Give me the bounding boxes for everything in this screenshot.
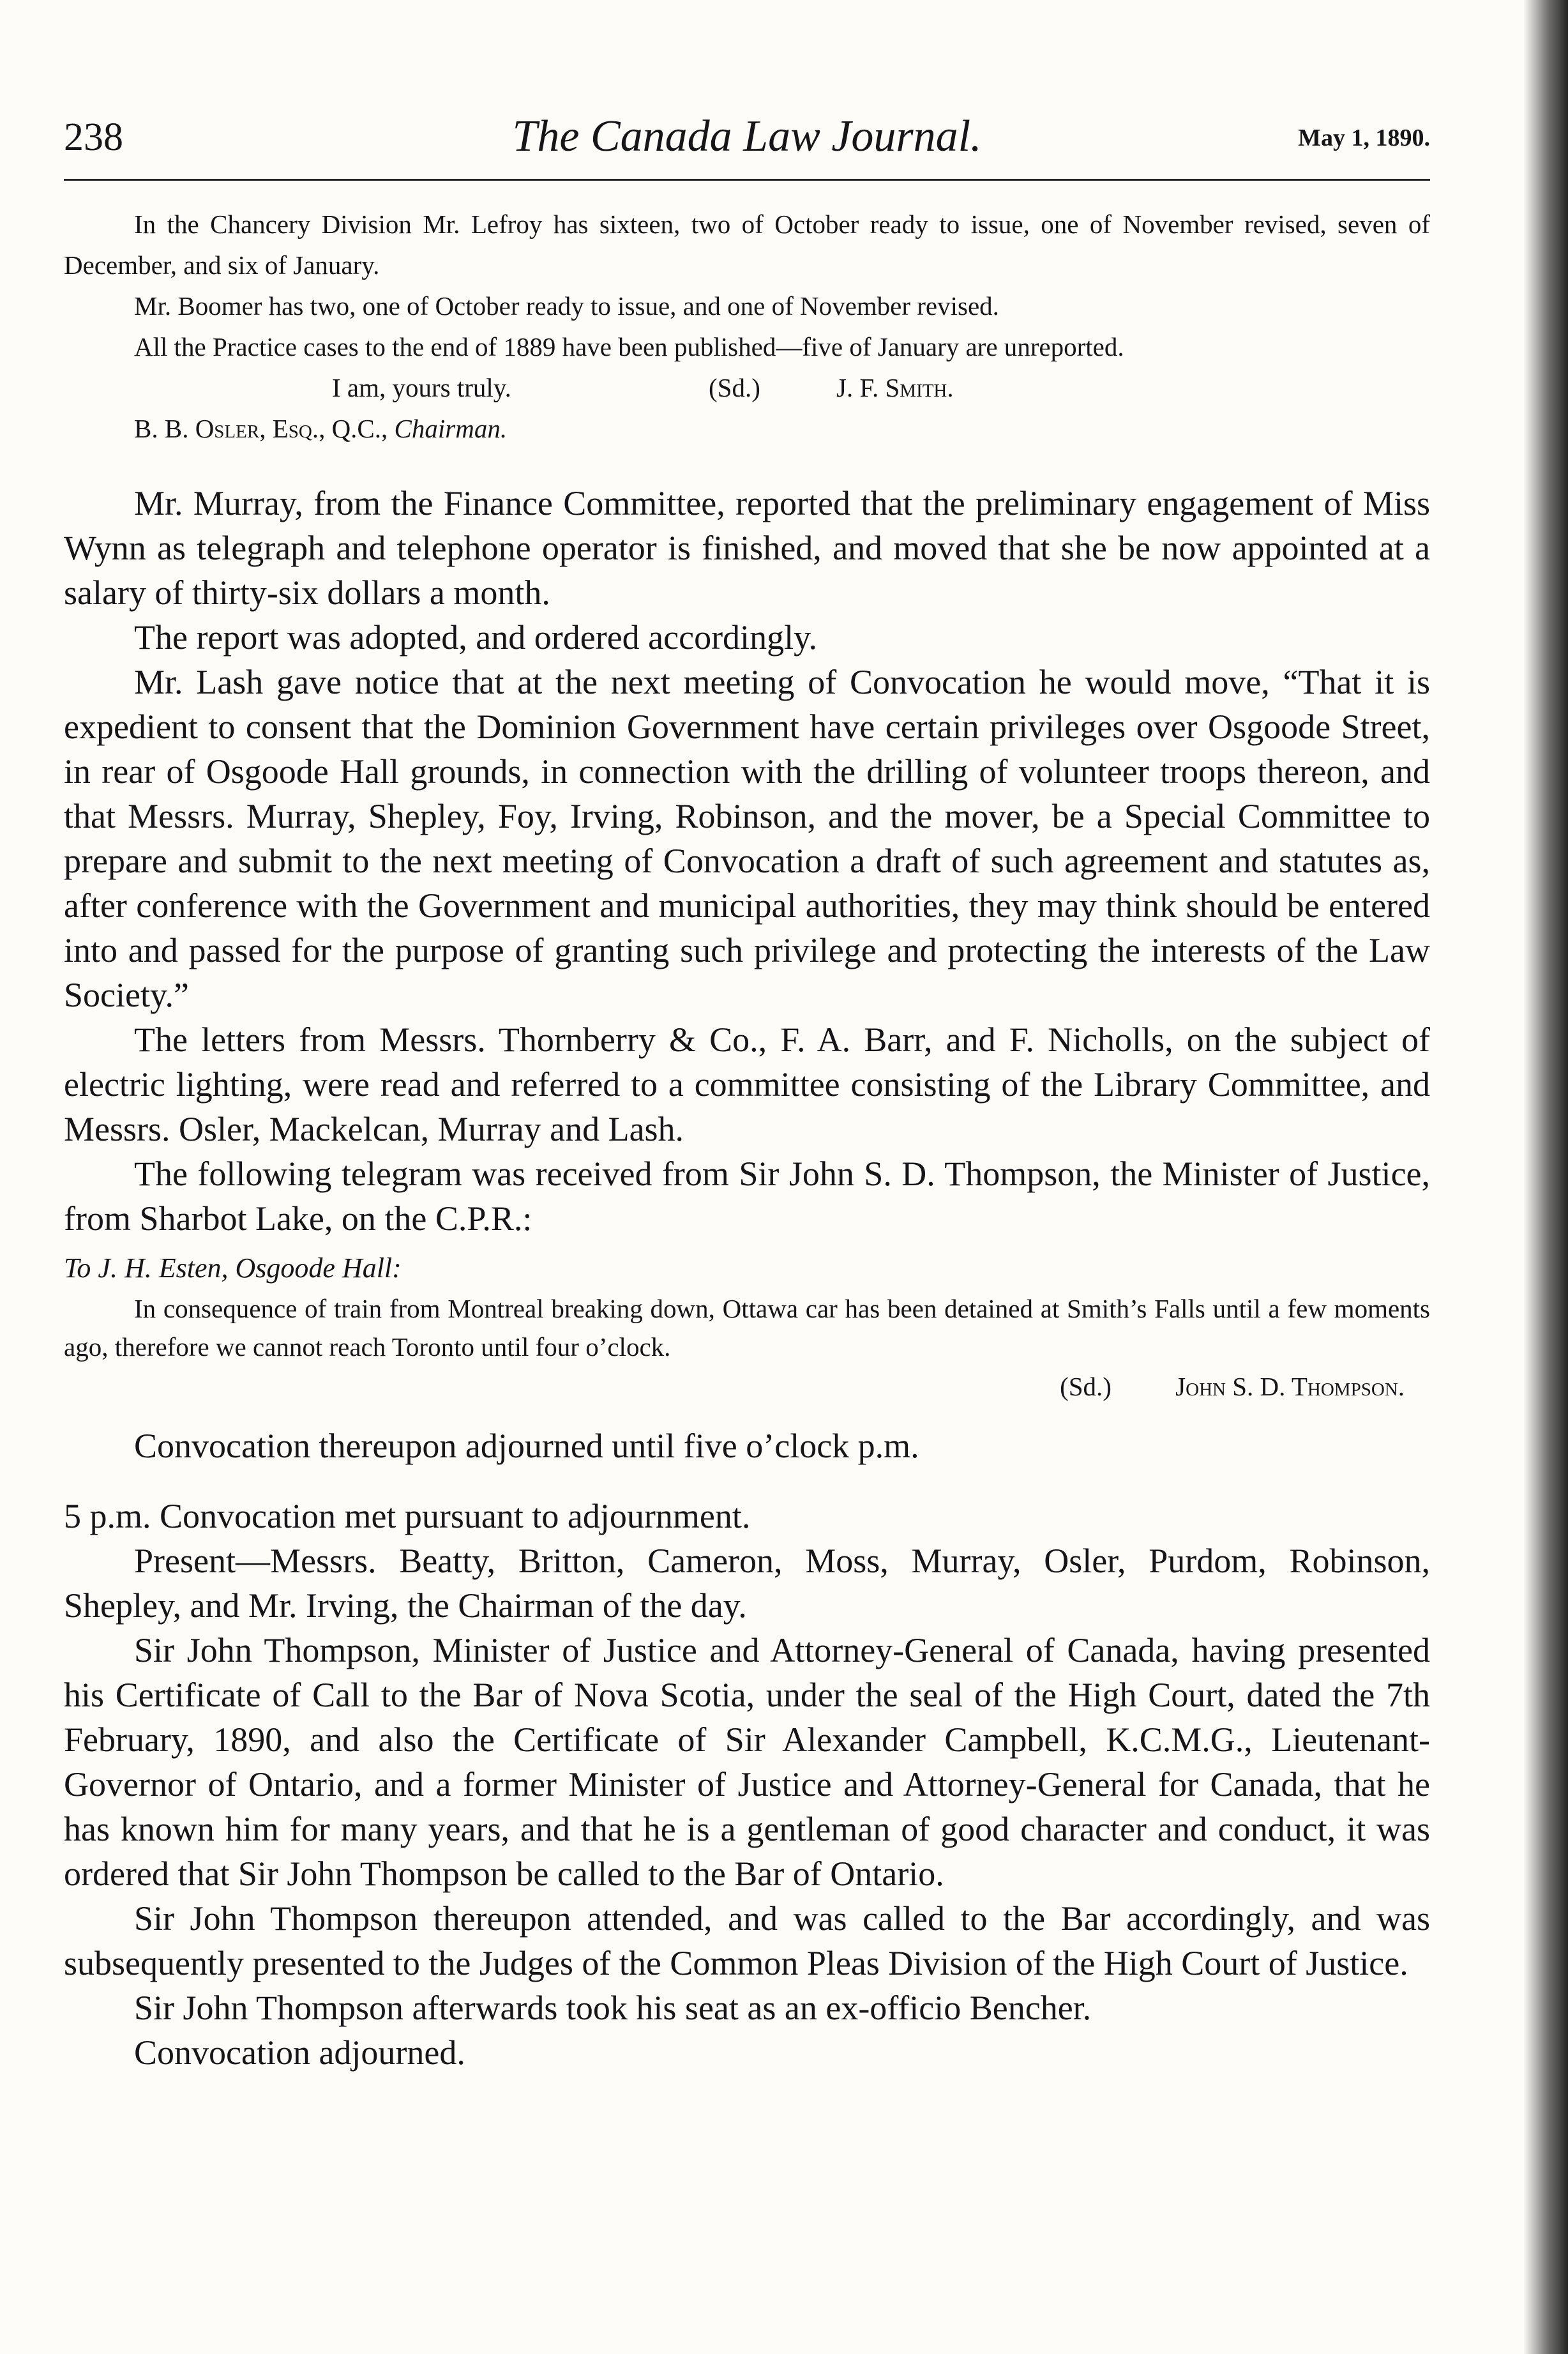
running-title: The Canada Law Journal.	[512, 112, 982, 161]
minutes-continuation	[64, 1424, 1430, 2075]
header-rule	[64, 179, 1430, 181]
letter-signature-line	[64, 367, 1430, 408]
body-paragraph: Sir John Thompson afterwards took his seat as an ex-officio Bencher.	[134, 1989, 1092, 2027]
body-paragraph: Sir John Thompson thereupon attended, and was called to the Bar accordingly, and was subsequently presented to the Judges of the Common Pleas Division of the High Court of Justice.	[64, 1899, 1430, 1982]
body-paragraph: Sir John Thompson, Minister of Justice and Attorney-General of Canada, having presented his Certificate of Call to the Bar of Nova Scotia, under the seal of the High Court, dated the 7th February, 1890, and also the Certificate of Sir Alexander Campbell, K.C.M.G., Lieutenant-Governor of Ontario, and a former Minister of Justice and Attorney-General for Canada, that he has known him for many years, and that he is a gentleman of good character and conduct, it was ordered that Sir John Thompson be called to the Bar of Ontario.	[64, 1631, 1430, 1893]
letter-block	[64, 204, 1430, 449]
letter-signatory: J. F. Smith.	[836, 373, 954, 402]
page-header	[64, 102, 1430, 179]
letter-paragraph: In the Chancery Division Mr. Lefroy has sixteen, two of October ready to issue, one of November revised, seven of December, and six of January.	[64, 209, 1430, 280]
body-paragraph: 5 p.m. Convocation met pursuant to adjournment.	[64, 1497, 751, 1535]
body-paragraph: The report was adopted, and ordered accordingly.	[134, 618, 818, 657]
letter-paragraph: All the Practice cases to the end of 1889 have been published—five of January are unreported.	[134, 332, 1124, 361]
body-paragraph: Convocation thereupon adjourned until five o’clock p.m.	[134, 1427, 919, 1465]
body-paragraph: Mr. Lash gave notice that at the next meeting of Convocation he would move, “That it is expedient to consent that the Dominion Government have certain privileges over Osgoode Street, in rear of Osgoode Hall grounds, in connection with the drilling of volunteer troops thereon, and that Messrs. Murray, Shepley, Foy, Irving, Robinson, and the mover, be a Special Committee to prepare and submit to the next meeting of Convocation a draft of such agreement and statutes as, after conference with the Government and municipal authorities, they may think should be entered into and passed for the purpose of granting such privilege and protecting the interests of the Law Society.”	[64, 663, 1430, 1014]
page-number: 238	[64, 116, 123, 159]
body-paragraph: The letters from Messrs. Thornberry & Co., F. A. Barr, and F. Nicholls, on the subject of electric lighting, were read and referred to a committee consisting of the Library Committee, and Messrs. Osler, Mackelcan, Murray and Lash.	[64, 1021, 1430, 1148]
minutes-body	[64, 481, 1430, 1241]
telegram-sd: (Sd.)	[1060, 1372, 1112, 1401]
telegram-recipient: To J. H. Esten, Osgoode Hall:	[64, 1252, 402, 1284]
letter-closing: I am, yours truly.	[332, 373, 511, 402]
body-paragraph: Present—Messrs. Beatty, Britton, Cameron, Moss, Murray, Osler, Purdom, Robinson, Shepley, and Mr. Irving, the Chairman of the day.	[64, 1542, 1430, 1625]
telegram-block	[64, 1247, 1430, 1407]
body-paragraph: Mr. Murray, from the Finance Committee, reported that the preliminary engagement of Miss Wynn as telegraph and telephone operator is finished, and moved that she be now appointed at a salary of thirty-six dollars a month.	[64, 484, 1430, 612]
addressee-title: Chairman.	[394, 414, 508, 443]
telegram-signatory: John S. D. Thompson.	[1175, 1372, 1405, 1401]
letter-addressee	[64, 408, 1430, 449]
telegram-text: In consequence of train from Montreal breaking down, Ottawa car has been detained at Smith’s Falls until a few moments ago, therefore we cannot reach Toronto until four o’clock.	[64, 1294, 1430, 1362]
journal-page	[64, 102, 1430, 2075]
addressee-name: B. B. Osler, Esq., Q.C.,	[134, 414, 388, 443]
letter-sd: (Sd.)	[709, 373, 760, 402]
issue-date: May 1, 1890.	[1298, 125, 1430, 151]
body-paragraph: The following telegram was received from Sir John S. D. Thompson, the Minister of Justice, from Sharbot Lake, on the C.P.R.:	[64, 1155, 1430, 1238]
letter-paragraph: Mr. Boomer has two, one of October ready to issue, and one of November revised.	[134, 291, 999, 321]
body-paragraph: Convocation adjourned.	[134, 2033, 465, 2072]
page-edge-shadow	[1523, 0, 1568, 2354]
telegram-signature-line	[64, 1366, 1430, 1407]
